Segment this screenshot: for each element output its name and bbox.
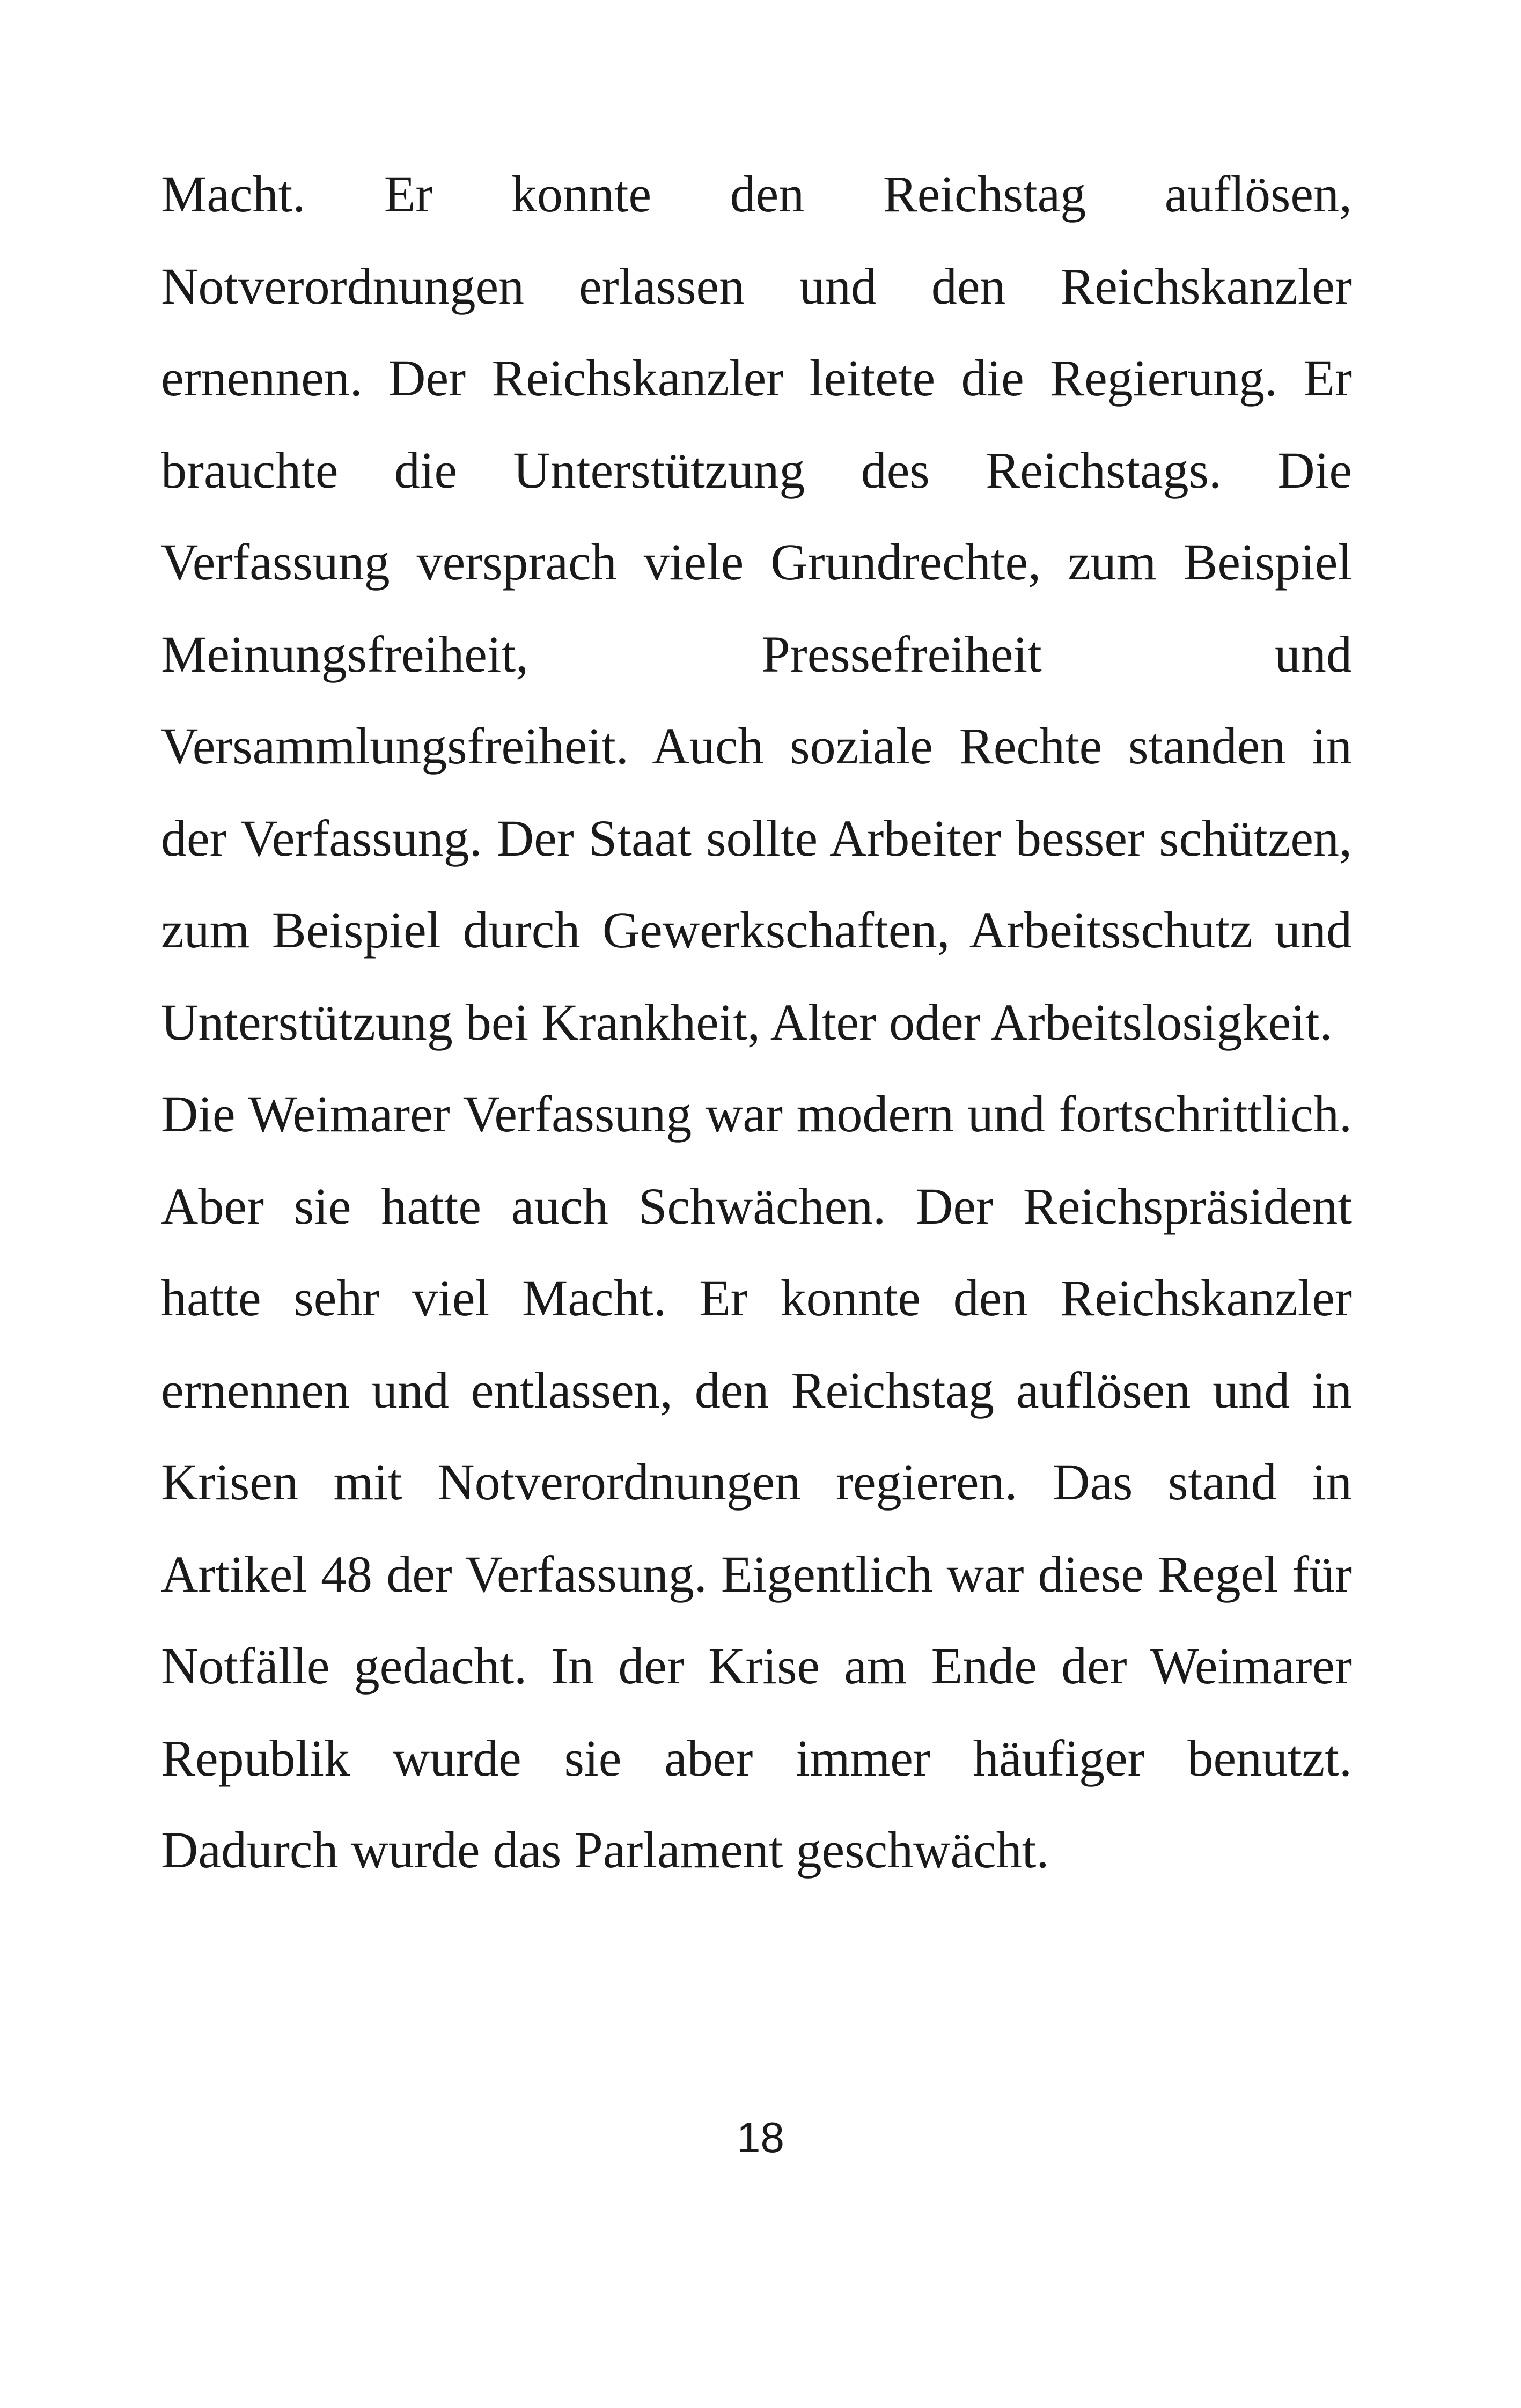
page-number: 18 <box>737 2114 784 2161</box>
paragraph-2: Die Weimarer Verfassung war modern und fortschrittlich. Aber sie hatte auch Schwächen. Der Reichspräsident hatte sehr viel Macht. Er konnte den Reichskanzler ernennen und entlassen, den Reichstag auflösen und in Krisen mit Notverordnungen regieren. Das stand in Artikel 48 der Verfassung. Eigentlich war diese Regel für Notfälle gedacht. In der Krise am Ende der Weimarer Republik wurde sie aber immer häufiger benutzt. Dadurch wurde das Parlament geschwächt. <box>161 1085 1352 1879</box>
body-text <box>161 148 1352 1896</box>
paragraph-1: Macht. Er konnte den Reichstag auflösen, Notverordnungen erlassen und den Reichskanzler ernennen. Der Reichskanzler leitete die Regierung. Er brauchte die Unterstützung des Reichstags. Die Verfassung versprach viele Grundrechte, zum Beispiel Meinungsfreiheit, Pressefreiheit und Versammlungsfreiheit. Auch soziale Rechte standen in der Verfassung. Der Staat sollte Arbeiter besser schützen, zum Beispiel durch Gewerkschaften, Arbeitsschutz und Unterstützung bei Krankheit, Alter oder Arbeitslosigkeit. <box>161 165 1352 1051</box>
